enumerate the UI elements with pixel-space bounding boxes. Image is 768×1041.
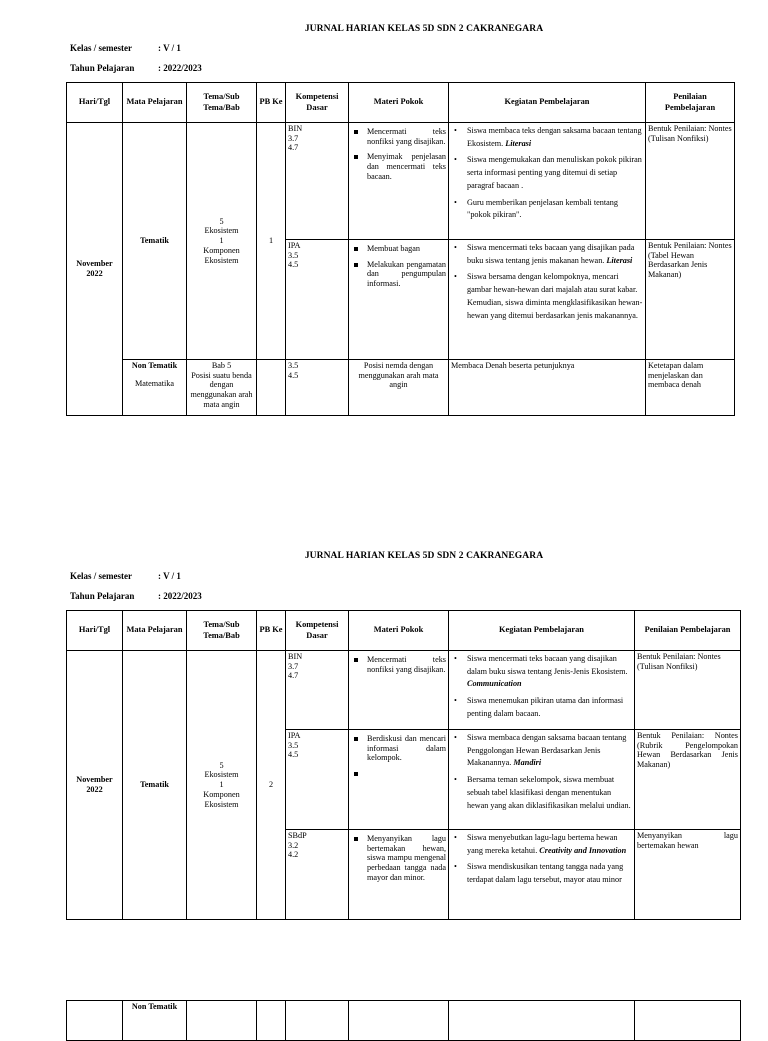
- kd-cell: BIN 3.7 4.7: [286, 123, 349, 240]
- tag-literasi: Literasi: [505, 138, 532, 148]
- materi-cell: [349, 1001, 449, 1041]
- tag-communication: Communication: [467, 679, 522, 689]
- tag-mandiri: Mandiri: [513, 758, 542, 768]
- hari-cell: November 2022: [67, 123, 123, 416]
- kelas-value: : V / 1: [158, 43, 181, 53]
- mapel-cell: Tematik: [123, 123, 187, 360]
- kd-cell: BIN 3.7 4.7: [286, 651, 349, 730]
- list-item: Mencermati teks nonfiksi yang disajikan.: [351, 655, 446, 674]
- tahun-row: [70, 591, 202, 601]
- table-row: [67, 651, 741, 730]
- kegiatan-cell: [449, 730, 635, 830]
- list-item: • Siswa mendiskusikan tentang tangga nada yang terdapat dalam lagu tersebut, mayor atau minor: [451, 861, 632, 886]
- tahun-label: Tahun Pelajaran: [70, 63, 135, 73]
- list-item: • Siswa membaca teks dengan saksama bacaan tentang Ekosistem. Literasi: [451, 125, 643, 150]
- mapel-cell: Non Tematik: [123, 1001, 187, 1041]
- kegiatan-cell: Membaca Denah beserta petunjuknya: [449, 360, 646, 416]
- table-row: [67, 1001, 741, 1041]
- tema-cell: 5 Ekosistem 1 Komponen Ekosistem: [187, 123, 257, 360]
- col-header-pb: PB Ke: [257, 83, 286, 123]
- list-item: Melakukan pengamatan dan pengumpulan informasi.: [351, 260, 446, 289]
- mapel-cell: Tematik: [123, 651, 187, 920]
- materi-cell: [349, 651, 449, 730]
- col-header-kd: Kompetensi Dasar: [286, 83, 349, 123]
- tahun-value: : 2022/2023: [158, 63, 202, 73]
- header-row: [67, 83, 735, 123]
- kd-cell: IPA 3.5 4.5: [286, 240, 349, 360]
- kelas-row: [70, 571, 181, 581]
- penilaian-cell: Ketetapan dalam menjelaskan dan membaca denah: [646, 360, 735, 416]
- mapel-matematika: Matematika: [134, 378, 175, 388]
- col-header-penilaian: Penilaian Pembelajaran: [646, 83, 735, 123]
- list-item: • Guru memberikan penjelasan kembali tentang "pokok pikiran".: [451, 197, 643, 222]
- journal-table-3: [66, 1000, 741, 1041]
- journal-table-2: [66, 610, 741, 920]
- col-header-kegiatan: Kegiatan Pembelajaran: [449, 83, 646, 123]
- list-item: [351, 769, 446, 777]
- pb-cell: 1: [257, 123, 286, 360]
- list-item: • Siswa mengemukakan dan menuliskan pokok pikiran serta informasi penting yang ditemui di setiap paragraf bacaan .: [451, 154, 643, 192]
- tahun-value: : 2022/2023: [158, 591, 202, 601]
- pb-cell: [257, 360, 286, 416]
- list-item: • Siswa mencermati teks bacaan yang disajikan dalam buku siswa tentang Jenis-Jenis Ekosistem. Communication: [451, 653, 632, 691]
- list-item: • Siswa mencermati teks bacaan yang disajikan pada buku siswa tentang jenis makanan hewan. Literasi: [451, 242, 643, 267]
- pb-cell: [257, 1001, 286, 1041]
- materi-cell: [349, 123, 449, 240]
- col-header-hari: Hari/Tgl: [67, 83, 123, 123]
- col-header-pb: PB Ke: [257, 611, 286, 651]
- journal-table-1: [66, 82, 735, 416]
- col-header-penilaian: Penilaian Pembelajaran: [635, 611, 741, 651]
- list-item: Menyimak penjelasan dan mencermati teks bacaan.: [351, 152, 446, 181]
- header-row: [67, 611, 741, 651]
- penilaian-cell: Bentuk Penilaian: Nontes (Tulisan Nonfiksi): [635, 651, 741, 730]
- kegiatan-cell: [449, 651, 635, 730]
- tema-cell: 5 Ekosistem 1 Komponen Ekosistem: [187, 651, 257, 920]
- kelas-label: Kelas / semester: [70, 43, 132, 53]
- materi-cell: [349, 730, 449, 830]
- col-header-materi: Materi Pokok: [349, 611, 449, 651]
- kd-cell: SBdP 3.2 4.2: [286, 830, 349, 920]
- pb-cell: 2: [257, 651, 286, 920]
- penilaian-cell: Bentuk Penilaian: Nontes (Rubrik Pengelompokan Hewan Berdasarkan Jenis Makanan): [635, 730, 741, 830]
- list-item: • Siswa menemukan pikiran utama dan informasi penting dalam bacaan.: [451, 695, 632, 720]
- hari-cell: [67, 1001, 123, 1041]
- tema-cell: Bab 5 Posisi suatu benda dengan menggunakan arah mata angin: [187, 360, 257, 416]
- kelas-row: [70, 43, 181, 53]
- tag-literasi: Literasi: [606, 255, 633, 265]
- penilaian-cell: [635, 1001, 741, 1041]
- list-item: • Siswa menyebutkan lagu-lagu bertema hewan yang mereka ketahui. Creativity and Innovation: [451, 832, 632, 857]
- kelas-value: : V / 1: [158, 571, 181, 581]
- col-header-materi: Materi Pokok: [349, 83, 449, 123]
- list-item: • Bersama teman sekelompok, siswa membuat sebuah tabel klasifikasi dengan menentukan hewan yang akan diklasifikasikan melalui undian.: [451, 774, 632, 812]
- col-header-kegiatan: Kegiatan Pembelajaran: [449, 611, 635, 651]
- list-item: • Siswa membaca dengan saksama bacaan tentang Penggolongan Hewan Berdasarkan Jenis Makanannya. Mandiri: [451, 732, 632, 770]
- col-header-mapel: Mata Pelajaran: [123, 83, 187, 123]
- tema-cell: [187, 1001, 257, 1041]
- mapel-cell: [123, 360, 187, 416]
- kd-cell: 3.5 4.5: [286, 360, 349, 416]
- penilaian-cell: Menyanyikan lagu bertemakan hewan: [635, 830, 741, 920]
- kegiatan-cell: [449, 1001, 635, 1041]
- list-item: Membuat bagan: [351, 244, 446, 254]
- kd-cell: [286, 1001, 349, 1041]
- col-header-hari: Hari/Tgl: [67, 611, 123, 651]
- col-header-tema: Tema/Sub Tema/Bab: [187, 611, 257, 651]
- list-item: Berdiskusi dan mencari informasi dalam kelompok.: [351, 734, 446, 763]
- kd-cell: IPA 3.5 4.5: [286, 730, 349, 830]
- kegiatan-cell: [449, 830, 635, 920]
- materi-cell: [349, 830, 449, 920]
- tahun-label: Tahun Pelajaran: [70, 591, 135, 601]
- mapel-nontematik: Non Tematik: [131, 361, 178, 370]
- journal-title: JURNAL HARIAN KELAS 5D SDN 2 CAKRANEGARA: [304, 24, 544, 34]
- materi-cell: Posisi nemda dengan menggunakan arah mata angin: [349, 360, 449, 416]
- penilaian-cell: Bentuk Penilaian: Nontes (Tabel Hewan Berdasarkan Jenis Makanan): [646, 240, 735, 360]
- kelas-label: Kelas / semester: [70, 571, 132, 581]
- col-header-mapel: Mata Pelajaran: [123, 611, 187, 651]
- list-item: Menyanyikan lagu bertemakan hewan, siswa mampu mengenal perbedaan tangga nada mayor dan minor.: [351, 834, 446, 882]
- tahun-row: [70, 63, 202, 73]
- kegiatan-cell: [449, 240, 646, 360]
- materi-cell: [349, 240, 449, 360]
- kegiatan-cell: [449, 123, 646, 240]
- list-item: • Siswa bersama dengan kelompoknya, mencari gambar hewan-hewan dari majalah atau surat kabar. Kemudian, siswa diminta mengklasifikasikan hewan-hewan yang ditemui berdasarkan jenis makanannya.: [451, 271, 643, 322]
- table-row: [67, 123, 735, 240]
- tag-creativity: Creativity and Innovation: [539, 845, 627, 855]
- journal-title: JURNAL HARIAN KELAS 5D SDN 2 CAKRANEGARA: [304, 551, 544, 561]
- penilaian-cell: Bentuk Penilaian: Nontes (Tulisan Nonfiksi): [646, 123, 735, 240]
- col-header-kd: Kompetensi Dasar: [286, 611, 349, 651]
- hari-cell: November 2022: [67, 651, 123, 920]
- col-header-tema: Tema/Sub Tema/Bab: [187, 83, 257, 123]
- table-row: [67, 360, 735, 416]
- list-item: Mencermati teks nonfiksi yang disajikan.: [351, 127, 446, 146]
